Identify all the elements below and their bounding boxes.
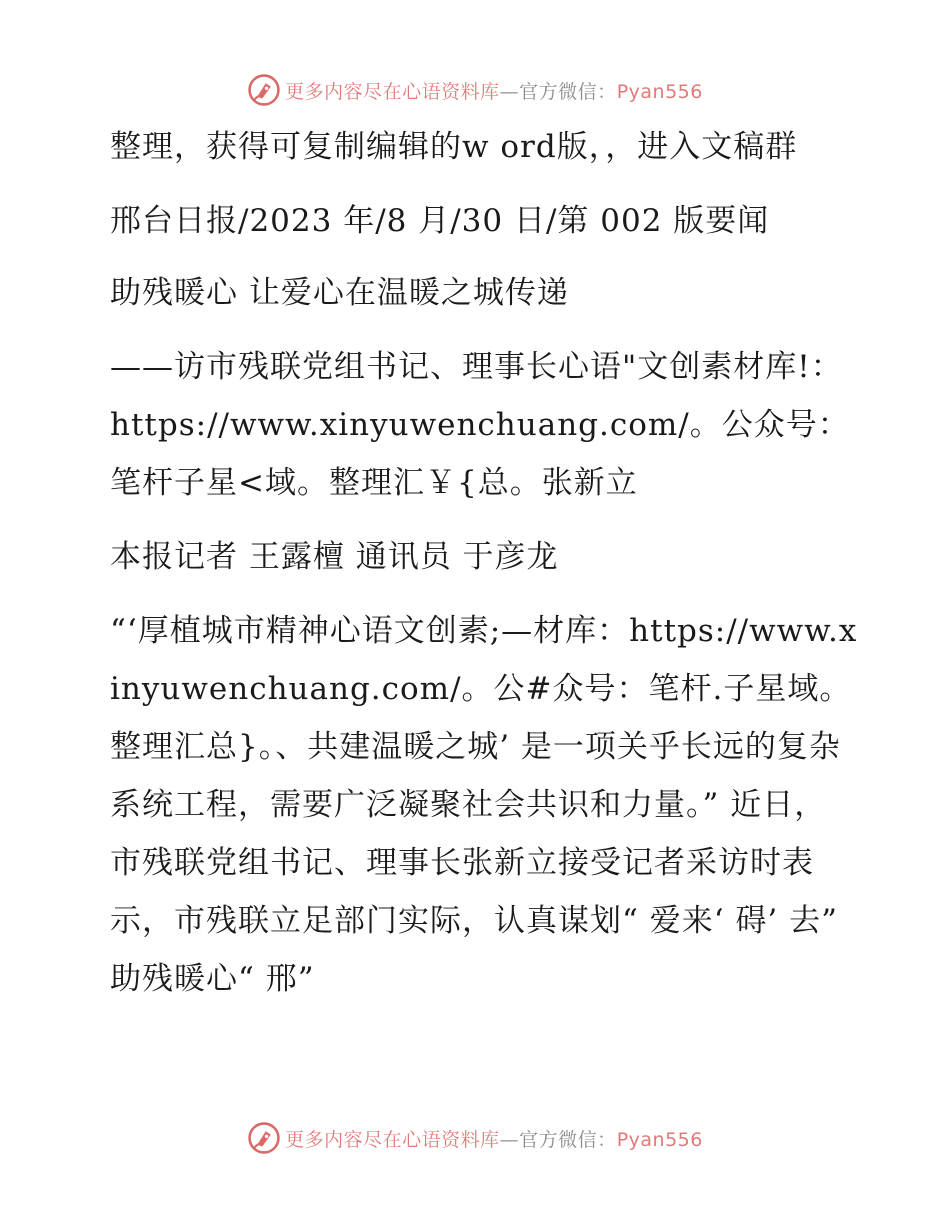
watermark-separator: — xyxy=(499,80,520,103)
watermark-wechat-id: Pyan556 xyxy=(616,80,703,103)
intro-line: 整理，获得可复制编辑的w ord版，，进入文稿群 xyxy=(110,129,798,165)
footer-watermark-banner xyxy=(0,1118,950,1158)
article-subtitle: ——访市残联党组书记、理事长心语"文创素材库!：https://www.xinyuwenchuang.com/。公众号：笔杆子星<域。整理汇￥{总。张新立 xyxy=(110,349,850,501)
pen-nib-logo-icon xyxy=(247,1121,281,1155)
header-watermark-banner xyxy=(0,70,950,110)
watermark-main: 更多内容尽在心语资料库 xyxy=(285,1128,500,1151)
document-body xyxy=(98,118,858,1008)
article-title: 助残暖心 让爱心在温暖之城传递 xyxy=(110,275,569,311)
watermark-label: 官方微信： xyxy=(519,80,617,103)
watermark-text xyxy=(285,1125,703,1152)
pen-nib-logo-icon xyxy=(247,73,281,107)
watermark-separator: — xyxy=(499,1128,520,1151)
watermark-text xyxy=(285,77,703,104)
publication-line: 邢台日报/2023 年/8 月/30 日/第 002 版要闻 xyxy=(110,203,770,239)
watermark-label: 官方微信： xyxy=(519,1128,617,1151)
watermark-main: 更多内容尽在心语资料库 xyxy=(285,80,500,103)
body-paragraph: “‘厚植城市精神心语文创素;—材库：https://www.xinyuwenchuang.com/。公#众号：笔杆.子星域。整理汇总}。、共建温暖之城’ 是一项关乎长远的复杂系统工程，需要广泛凝聚社会共识和力量。” 近日，市残联党组书记、理事长张新立接受记者采访时表示，市残联立足部门实际，认真谋划“ 爱来‘ 碍’ 去” 助残暖心“ 邢” xyxy=(110,613,858,997)
byline: 本报记者 王露檀 通讯员 于彦龙 xyxy=(110,539,559,575)
watermark-wechat-id: Pyan556 xyxy=(616,1128,703,1151)
